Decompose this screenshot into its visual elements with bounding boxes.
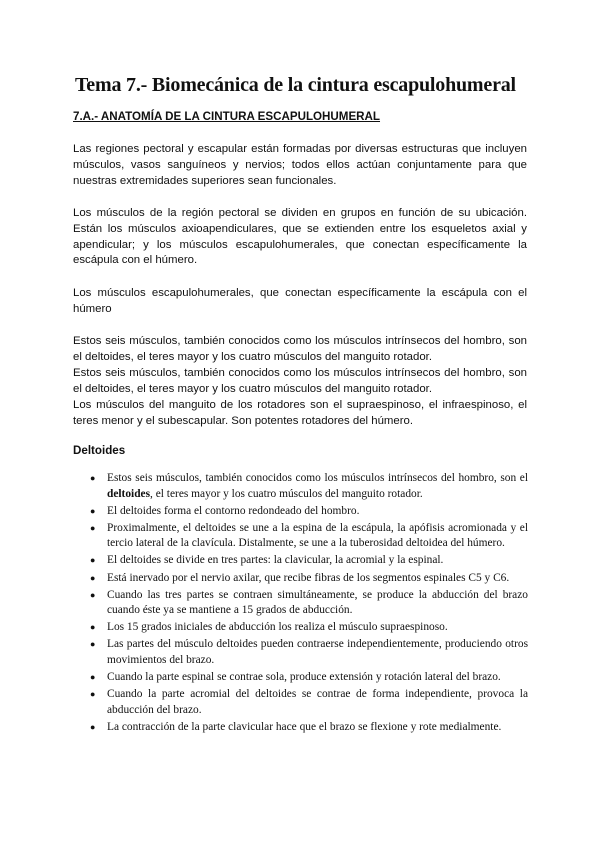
bullet-icon: ● [90, 639, 96, 650]
paragraph-4: Estos seis músculos, también conocidos como los músculos intrínsecos del hombro, son el deltoides, el teres mayor y los cuatro músculos del manguito rotador. [73, 335, 527, 363]
list-item [90, 553, 528, 569]
bullet-icon: ● [90, 505, 96, 516]
bullet-icon: ● [90, 721, 96, 732]
paragraph-5: Estos seis músculos, también conocidos como los músculos intrínsecos del hombro, son el deltoides, el teres mayor y los cuatro músculos del manguito rotador. [73, 367, 527, 395]
list-item-text: El deltoides forma el contorno redondeado del hombro. [107, 504, 360, 517]
section-subtitle: 7.A.- ANATOMÍA DE LA CINTURA ESCAPULOHUMERAL [73, 110, 381, 123]
list-item-text: La contracción de la parte clavicular hace que el brazo se flexione y rote medialmente. [107, 720, 502, 733]
list-item-text: Cuando las tres partes se contraen simultáneamente, se produce la abducción del brazo cuando éste ya se mantiene a 15 grados de abducción. [107, 588, 528, 617]
bullet-icon: ● [90, 622, 96, 633]
list-item [90, 670, 528, 686]
list-item-text: Cuando la parte espinal se contrae sola, produce extensión y rotación lateral del brazo. [107, 671, 501, 684]
list-item-text: Cuando la parte acromial del deltoides se contrae de forma independiente, provoca la abducción del brazo. [107, 688, 528, 716]
list-item-text: Estos seis músculos, también conocidos como los músculos intrínsecos del hombro, son el [107, 472, 528, 484]
document-title: Tema 7.- Biomecánica de la cintura escapulohumeral [75, 74, 516, 96]
list-item-bold-text: deltoides [107, 487, 151, 500]
list-item-text: Proximalmente, el deltoides se une a la espina de la escápula, la apófisis acromionada y el tercio lateral de la clavícula. Distalmente, se une a la tuberosidad deltoidea del húmero. [107, 521, 528, 550]
list-item [90, 620, 528, 636]
paragraph-2: Los músculos de la región pectoral se dividen en grupos en función de su ubicación. Están los músculos axioapendiculares, que se extienden entre los esqueletos axial y apendicular; y los músculos escapulohumerales, que conectan específicamente la escápula con el húmero. [73, 207, 527, 267]
bullet-icon: ● [90, 672, 96, 683]
list-item [90, 521, 528, 552]
paragraph-6: Los músculos del manguito de los rotadores son el supraespinoso, el infraespinoso, el teres menor y el subescapular. Son potentes rotadores del húmero. [73, 399, 527, 427]
bullet-icon: ● [90, 555, 96, 566]
section-heading-deltoides: Deltoides [73, 444, 126, 457]
list-item [90, 571, 528, 587]
list-item [90, 687, 528, 718]
bullet-icon: ● [90, 572, 96, 583]
list-item-text: Las partes del músculo deltoides pueden contraerse independientemente, produciendo otros movimientos del brazo. [107, 638, 528, 667]
list-item [90, 504, 528, 520]
paragraph-3: Los músculos escapulohumerales, que conectan específicamente la escápula con el húmero [73, 287, 527, 315]
bullet-icon: ● [90, 589, 96, 600]
bullet-icon: ● [90, 473, 96, 483]
list-item-text: , el teres mayor y los cuatro músculos del manguito rotador. [150, 487, 423, 500]
list-item-text: El deltoides se divide en tres partes: la clavicular, la acromial y la espinal. [107, 554, 444, 567]
list-item [90, 588, 528, 619]
list-item [90, 637, 528, 668]
deltoides-bullet-list [90, 471, 528, 737]
bullet-icon: ● [90, 689, 96, 700]
list-item [90, 471, 528, 502]
list-item-text: Los 15 grados iniciales de abducción los realiza el músculo supraespinoso. [107, 621, 448, 634]
bullet-icon: ● [90, 522, 96, 533]
list-item [90, 720, 528, 736]
list-item-text: Está inervado por el nervio axilar, que recibe fibras de los segmentos espinales C5 y C6. [107, 571, 510, 584]
paragraph-1: Las regiones pectoral y escapular están formadas por diversas estructuras que incluyen músculos, vasos sanguíneos y nervios; todos ellos actúan conjuntamente para que nuestras extremidades superiores sean funcionales. [73, 143, 527, 187]
